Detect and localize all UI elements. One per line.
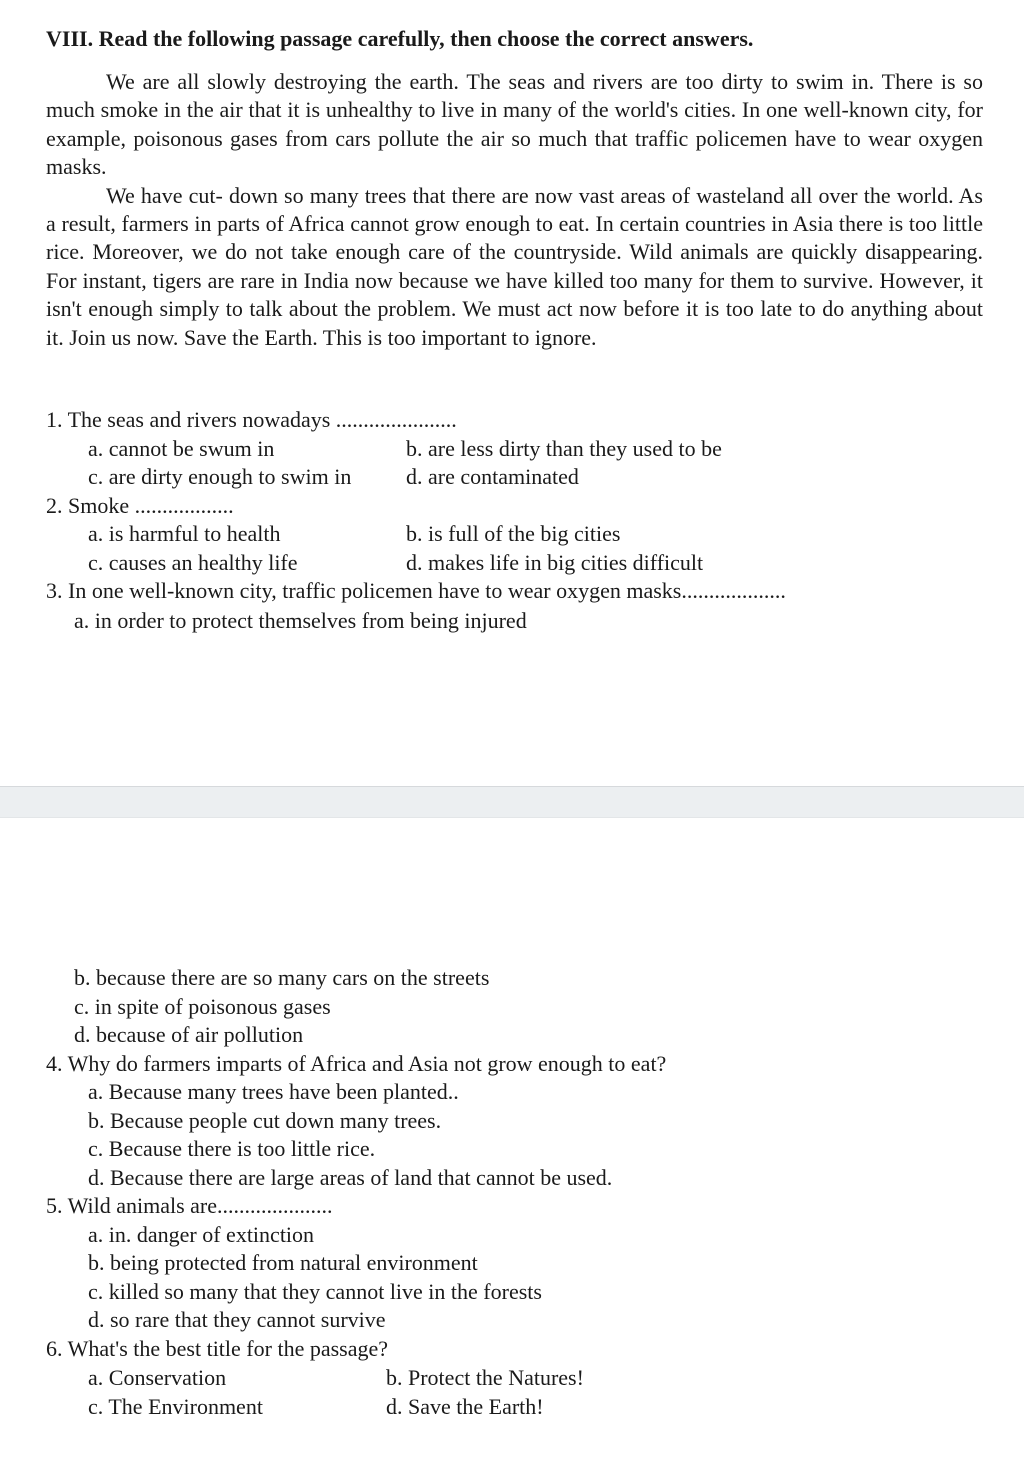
question-5-option-c[interactable]: c. killed so many that they cannot live in the forests (88, 1279, 542, 1304)
passage-paragraph-2: We have cut- down so many trees that there are now vast areas of wasteland all over the world. As a result, farmers in parts of Africa cannot grow enough to eat. In certain countries in Asia there is too little rice. Moreover, we do not take enough care of the countryside. Wild animals are quickly disappearing. For instant, tigers are rare in India now because we have killed too many for them to survive. However, it isn't enough simply to talk about the problem. We must act now before it is too late to do anything about it. Join us now. Save the Earth. This is too important to ignore. (46, 182, 983, 350)
question-4-stem: 4. Why do farmers imparts of Africa and Asia not grow enough to eat? (46, 1051, 667, 1076)
question-5-option-b[interactable]: b. being protected from natural environment (88, 1250, 478, 1275)
question-2-option-b[interactable]: b. is full of the big cities (406, 521, 621, 546)
question-2-option-a[interactable]: a. is harmful to health (88, 521, 281, 546)
question-3-option-d[interactable]: d. because of air pollution (74, 1022, 304, 1047)
question-5-stem: 5. Wild animals are..................... (46, 1193, 333, 1218)
exercise-heading: VIII. Read the following passage carefully, then choose the correct answers. (46, 26, 754, 51)
question-5-option-d[interactable]: d. so rare that they cannot survive (88, 1307, 386, 1332)
question-1-option-a[interactable]: a. cannot be swum in (88, 436, 275, 461)
page-divider (0, 786, 1024, 818)
question-6-stem: 6. What's the best title for the passage? (46, 1336, 389, 1361)
question-6-option-d[interactable]: d. Save the Earth! (386, 1394, 544, 1419)
passage-paragraph-1: We are all slowly destroying the earth. The seas and rivers are too dirty to swim in. There is so much smoke in the air that it is unhealthy to live in many of the world's cities. In one well-known city, for example, poisonous gases from cars pollute the air so much that traffic policemen have to wear oxygen masks. (46, 69, 983, 180)
question-3-option-a[interactable]: a. in order to protect themselves from being injured (74, 608, 527, 633)
question-6-option-b[interactable]: b. Protect the Natures! (386, 1365, 584, 1390)
question-4-option-d[interactable]: d. Because there are large areas of land that cannot be used. (88, 1165, 613, 1190)
question-4-option-b[interactable]: b. Because people cut down many trees. (88, 1108, 442, 1133)
question-1-option-c[interactable]: c. are dirty enough to swim in (88, 464, 352, 489)
question-3-stem: 3. In one well-known city, traffic policemen have to wear oxygen masks................... (46, 578, 786, 603)
question-5-option-a[interactable]: a. in. danger of extinction (88, 1222, 315, 1247)
question-6-option-c[interactable]: c. The Environment (88, 1394, 263, 1419)
question-4-option-c[interactable]: c. Because there is too little rice. (88, 1136, 376, 1161)
reading-passage (46, 68, 983, 352)
question-1-option-b[interactable]: b. are less dirty than they used to be (406, 436, 722, 461)
question-6-option-a[interactable]: a. Conservation (88, 1365, 227, 1390)
question-1-stem: 1. The seas and rivers nowadays ...................... (46, 407, 457, 432)
question-4-option-a[interactable]: a. Because many trees have been planted.. (88, 1079, 459, 1104)
question-2-stem: 2. Smoke .................. (46, 493, 234, 518)
question-2-option-d[interactable]: d. makes life in big cities difficult (406, 550, 704, 575)
question-1-option-d[interactable]: d. are contaminated (406, 464, 579, 489)
question-3-option-b[interactable]: b. because there are so many cars on the streets (74, 965, 490, 990)
question-3-option-c[interactable]: c. in spite of poisonous gases (74, 994, 331, 1019)
question-2-option-c[interactable]: c. causes an healthy life (88, 550, 298, 575)
